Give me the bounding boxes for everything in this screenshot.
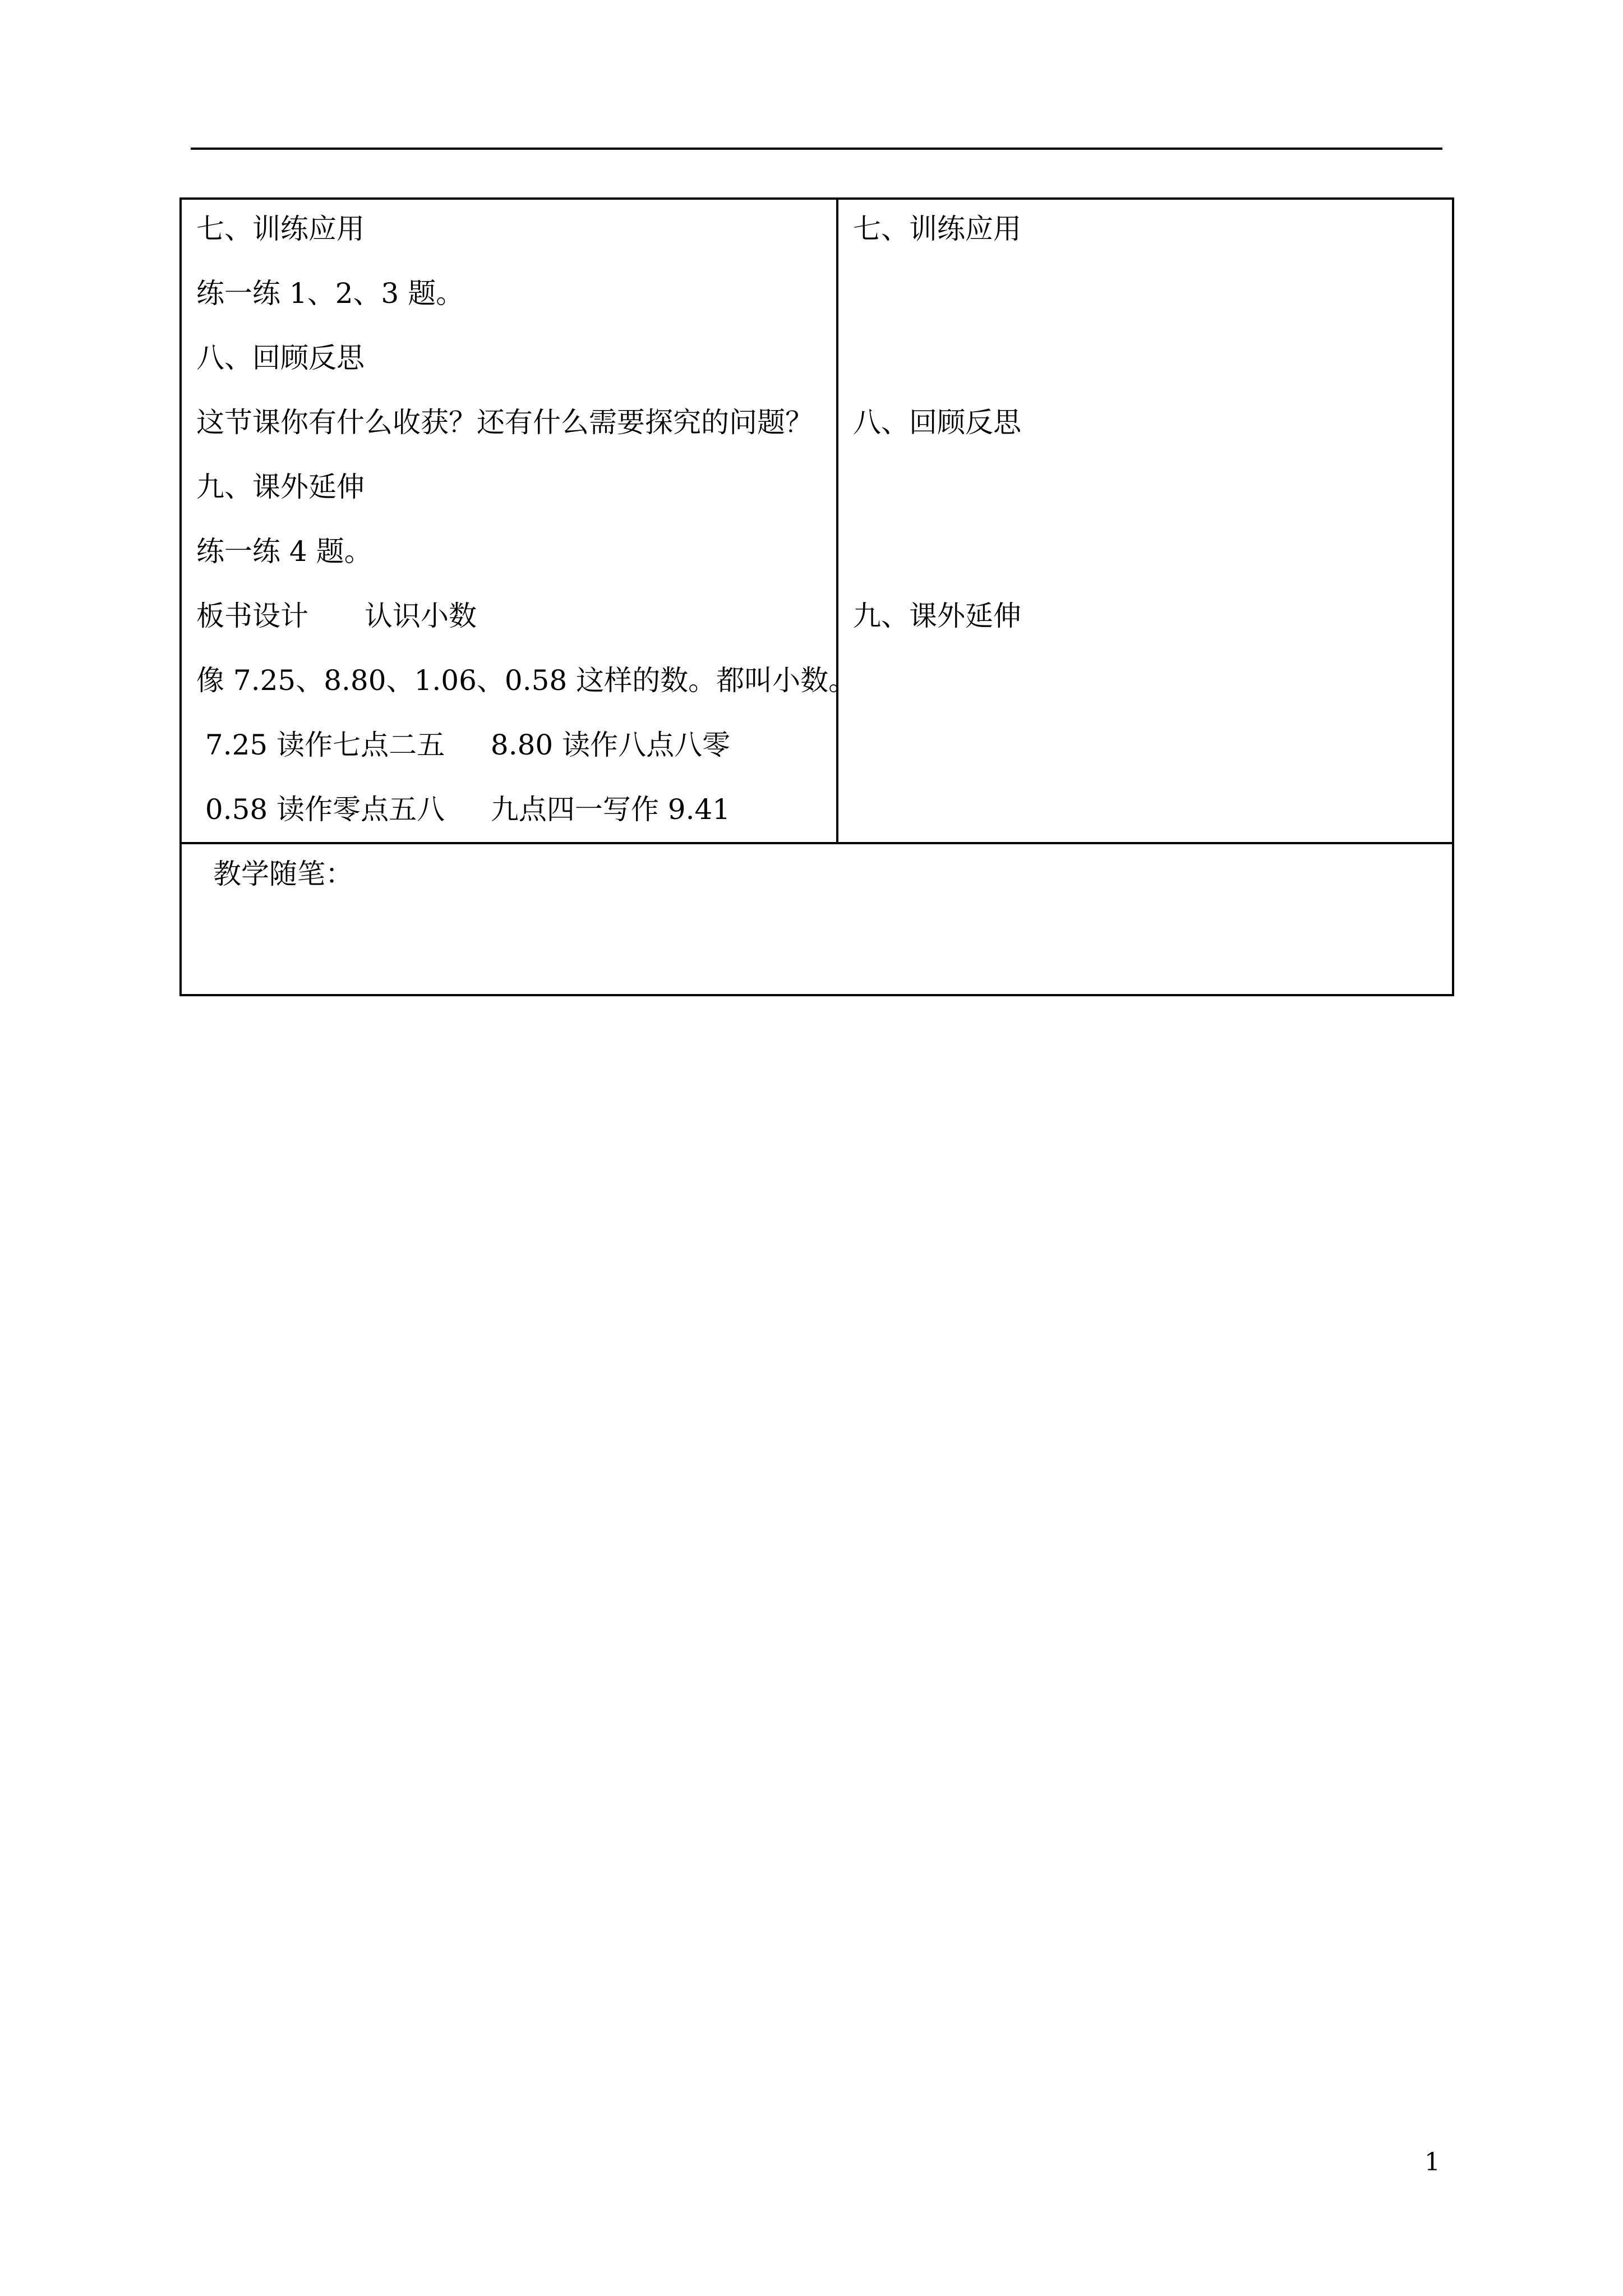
page-number: 1 <box>1424 2148 1440 2177</box>
board-design-line-2: 7.25 读作七点二五 8.80 读作八点八零 <box>196 729 731 761</box>
column-divider <box>836 200 838 842</box>
row-divider <box>182 842 1452 844</box>
left-section-8-heading: 八、回顾反思 <box>196 342 365 374</box>
header-rule <box>191 148 1442 150</box>
board-design-line-3: 0.58 读作零点五八 九点四一写作 9.41 <box>196 793 731 826</box>
left-section-9-text: 练一练 4 题。 <box>196 535 372 568</box>
right-section-9-heading: 九、课外延伸 <box>853 600 1021 632</box>
left-section-9-heading: 九、课外延伸 <box>196 471 365 503</box>
left-section-7-heading: 七、训练应用 <box>196 213 365 245</box>
board-design-title: 板书设计 认识小数 <box>196 600 477 632</box>
right-section-7-heading: 七、训练应用 <box>853 213 1021 245</box>
right-section-8-heading: 八、回顾反思 <box>853 406 1021 439</box>
left-section-8-text: 这节课你有什么收获？还有什么需要探究的问题？ <box>196 406 813 439</box>
lesson-plan-table <box>179 197 1454 996</box>
board-design-line-1: 像 7.25、8.80、1.06、0.58 这样的数。都叫小数。 <box>196 664 857 697</box>
teaching-notes-label: 教学随笔： <box>213 858 353 890</box>
left-section-7-text: 练一练 1、2、3 题。 <box>196 277 464 310</box>
